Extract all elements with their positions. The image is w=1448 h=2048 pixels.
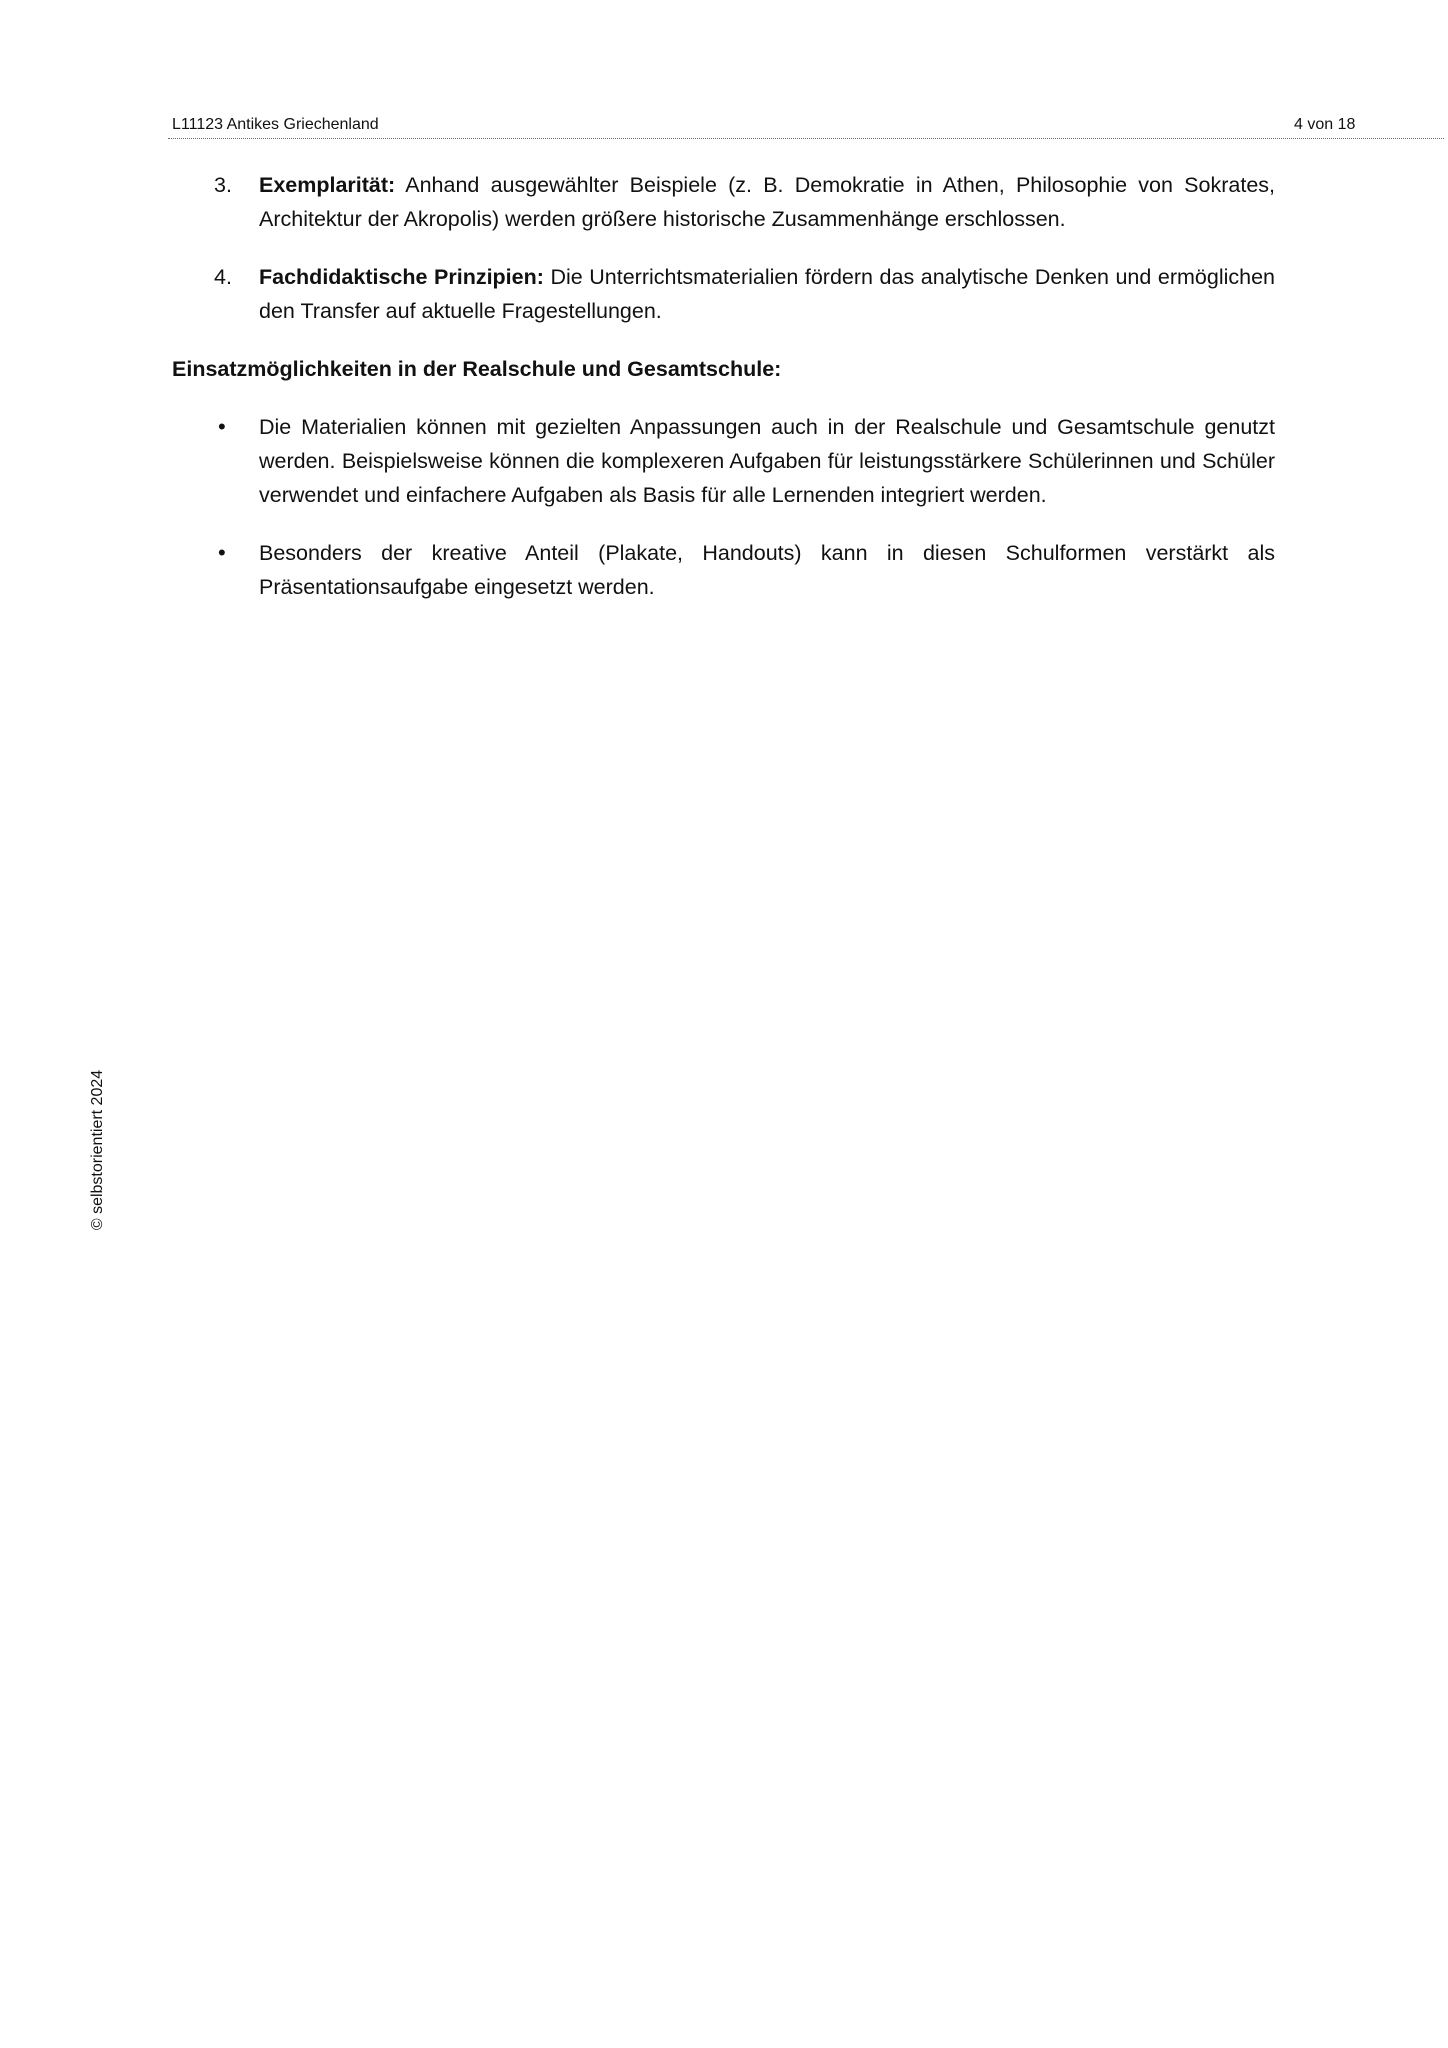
main-content [172, 168, 1275, 628]
item-term: Fachdidaktische Prinzipien: [259, 265, 544, 289]
section-heading: Einsatzmöglichkeiten in der Realschule und Gesamtschule: [172, 357, 782, 381]
item-text: Anhand ausgewählter Beispiele (z. B. Demokratie in Athen, Philosophie von Sokrates, Architektur der Akropolis) werden größere historische Zusammenhänge erschlossen. [259, 173, 1275, 231]
item-number: 3. [214, 173, 232, 197]
bullet-icon: • [218, 414, 226, 439]
numbered-item [172, 260, 1275, 328]
item-term: Exemplarität: [259, 173, 396, 197]
page-number: 4 von 18 [1294, 116, 1356, 133]
document-title: L11123 Antikes Griechenland [172, 116, 379, 133]
bullet-item [172, 410, 1275, 512]
copyright-notice: © selbstorientiert 2024 [89, 1069, 106, 1231]
bullet-text: Besonders der kreative Anteil (Plakate, Handouts) kann in diesen Schulformen verstärkt als Präsentationsaufgabe eingesetzt werden. [259, 541, 1275, 599]
numbered-item [172, 168, 1275, 236]
bullet-icon: • [218, 540, 226, 565]
bullet-text: Die Materialien können mit gezielten Anpassungen auch in der Realschule und Gesamtschule genutzt werden. Beispielsweise können die komplexeren Aufgaben für leistungsstärkere Schülerinnen und Schüler verwendet und einfachere Aufgaben als Basis für alle Lernenden integriert werden. [259, 415, 1275, 507]
bullet-item [172, 536, 1275, 604]
item-number: 4. [214, 265, 232, 289]
page-header [168, 114, 1444, 139]
item-text: Die Unterrichtsmaterialien fördern das analytische Denken und ermöglichen den Transfer auf aktuelle Fragestellungen. [259, 265, 1275, 323]
